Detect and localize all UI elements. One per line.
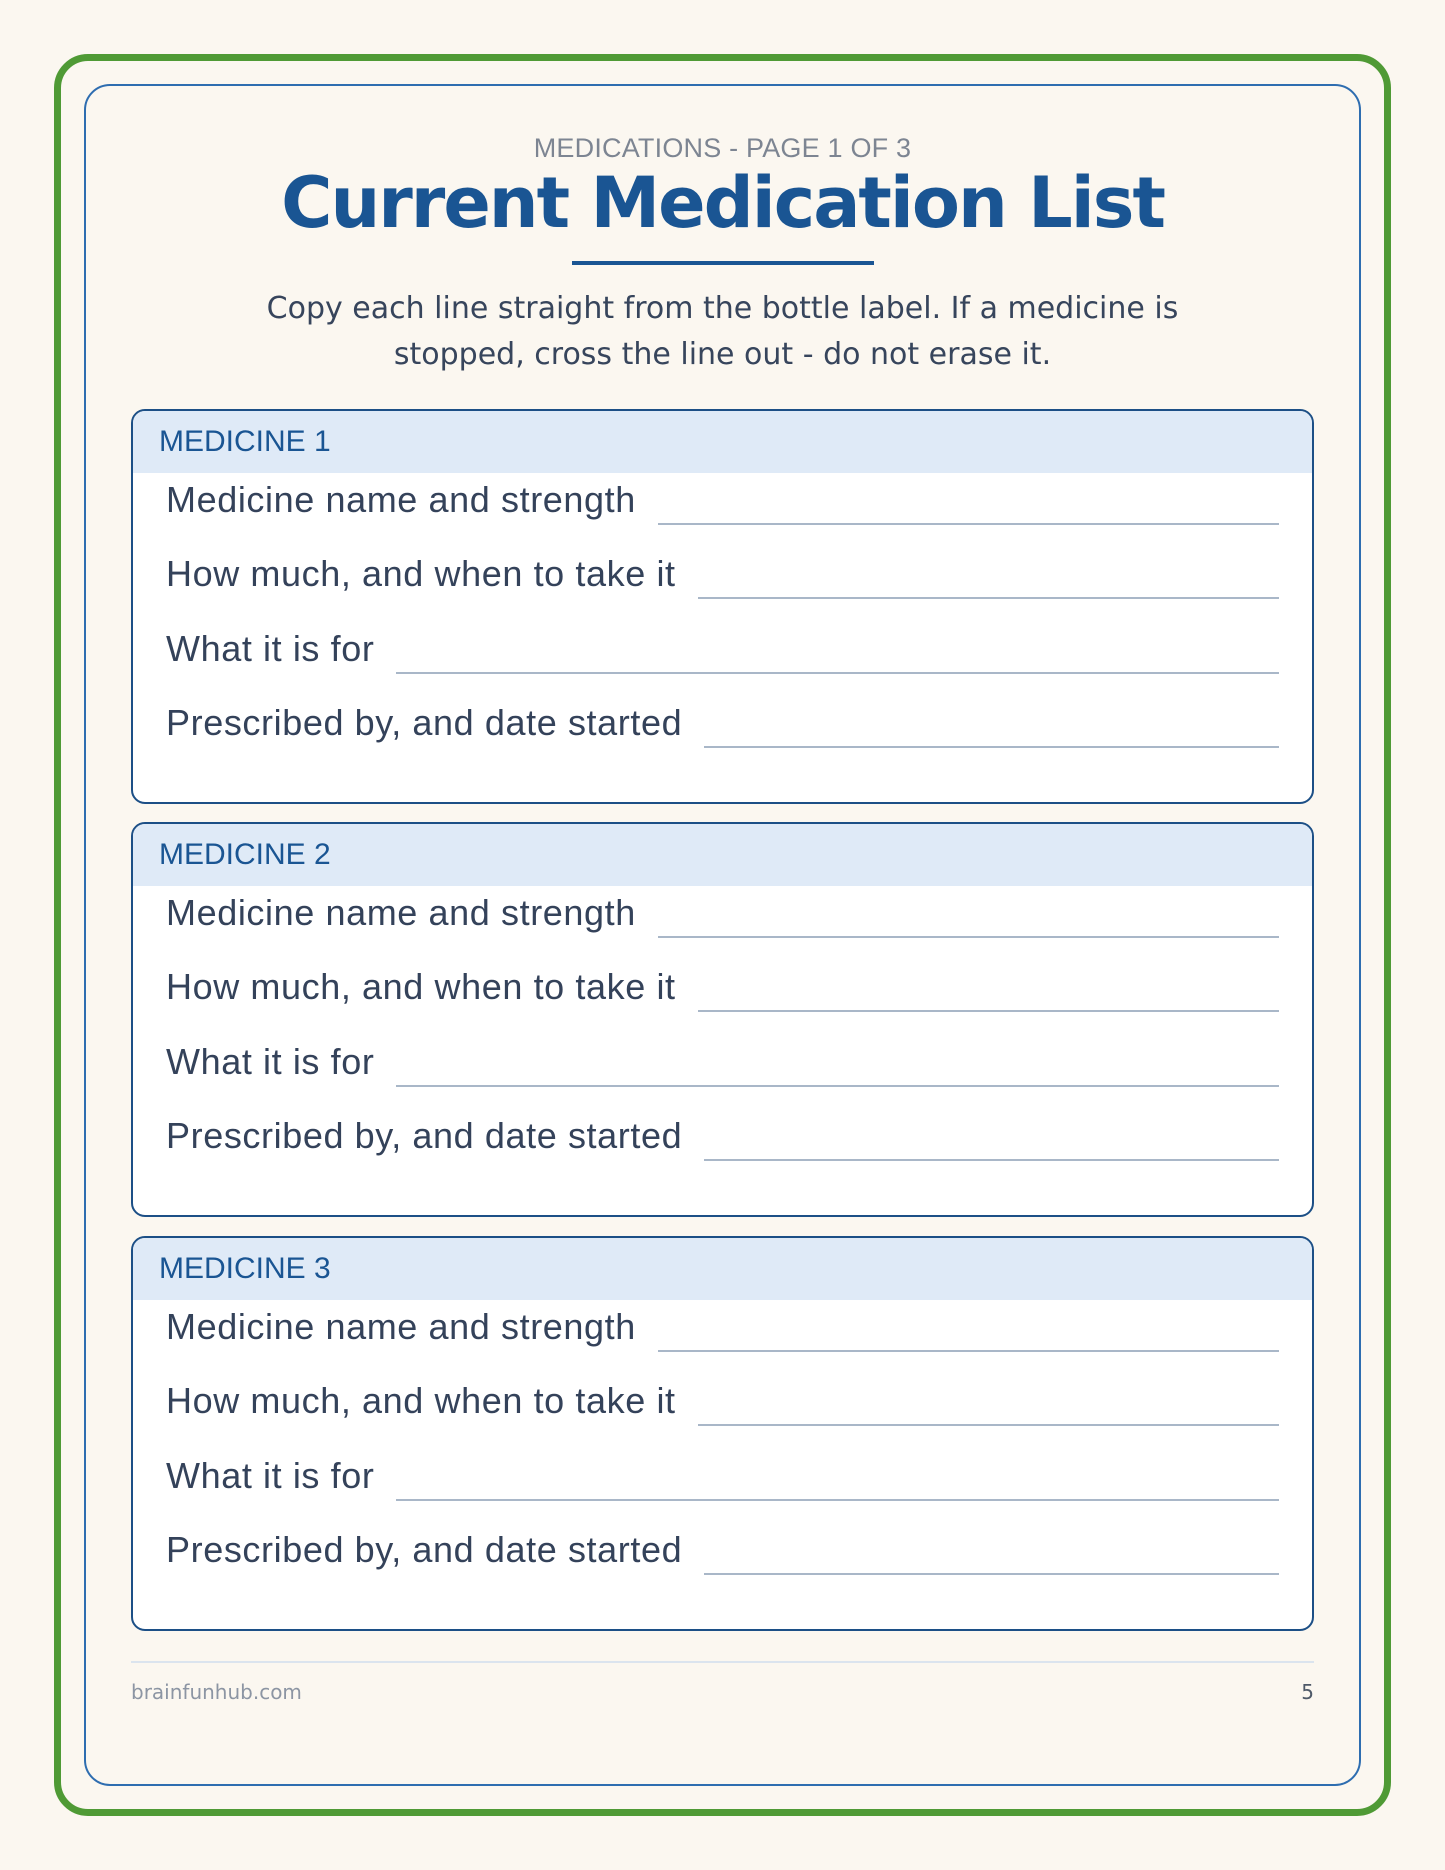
field-label: Prescribed by, and date started	[166, 702, 683, 743]
write-line[interactable]	[704, 746, 1279, 748]
page-number: 5	[1301, 1680, 1314, 1704]
field-label: How much, and when to take it	[166, 553, 676, 594]
intro-line-2: stopped, cross the line out - do not erase it.	[393, 337, 1052, 372]
field-prescriber-date[interactable]	[166, 1111, 1279, 1161]
write-line[interactable]	[698, 1424, 1279, 1426]
intro-line-1: Copy each line straight from the bottle label. If a medicine is	[266, 291, 1179, 326]
field-prescriber-date[interactable]	[166, 1525, 1279, 1575]
field-label: What it is for	[166, 1455, 375, 1496]
section-kicker: MEDICATIONS - PAGE 1 OF 3	[533, 133, 912, 163]
write-line[interactable]	[658, 523, 1279, 525]
field-label: Medicine name and strength	[166, 479, 636, 520]
field-label: Prescribed by, and date started	[166, 1529, 683, 1570]
field-dose-timing[interactable]	[166, 962, 1279, 1012]
footer-site: brainfunhub.com	[131, 1680, 302, 1704]
medicine-card-heading: MEDICINE 1	[133, 411, 1312, 473]
write-line[interactable]	[698, 1010, 1279, 1012]
field-name-strength[interactable]	[166, 475, 1279, 525]
field-dose-timing[interactable]	[166, 1376, 1279, 1426]
field-label: Prescribed by, and date started	[166, 1115, 683, 1156]
intro-text	[200, 286, 1245, 378]
title-underline	[572, 261, 874, 265]
field-purpose[interactable]	[166, 624, 1279, 674]
medicine-card-2	[131, 822, 1314, 1217]
field-dose-timing[interactable]	[166, 549, 1279, 599]
field-label: What it is for	[166, 1041, 375, 1082]
medicine-card-heading: MEDICINE 3	[133, 1238, 1312, 1300]
medicine-card-3	[131, 1236, 1314, 1631]
field-prescriber-date[interactable]	[166, 698, 1279, 748]
field-label: Medicine name and strength	[166, 1306, 636, 1347]
write-line[interactable]	[658, 1350, 1279, 1352]
footer-divider	[131, 1661, 1314, 1663]
write-line[interactable]	[704, 1159, 1279, 1161]
write-line[interactable]	[698, 597, 1279, 599]
write-line[interactable]	[704, 1573, 1279, 1575]
field-purpose[interactable]	[166, 1451, 1279, 1501]
write-line[interactable]	[396, 672, 1279, 674]
medicine-card-1	[131, 409, 1314, 804]
page-title: Current Medication List	[281, 162, 1164, 244]
field-purpose[interactable]	[166, 1037, 1279, 1087]
write-line[interactable]	[396, 1085, 1279, 1087]
write-line[interactable]	[396, 1499, 1279, 1501]
field-label: How much, and when to take it	[166, 966, 676, 1007]
field-label: What it is for	[166, 628, 375, 669]
write-line[interactable]	[658, 936, 1279, 938]
field-name-strength[interactable]	[166, 1302, 1279, 1352]
field-label: How much, and when to take it	[166, 1380, 676, 1421]
field-name-strength[interactable]	[166, 888, 1279, 938]
field-label: Medicine name and strength	[166, 892, 636, 933]
medicine-card-heading: MEDICINE 2	[133, 824, 1312, 886]
